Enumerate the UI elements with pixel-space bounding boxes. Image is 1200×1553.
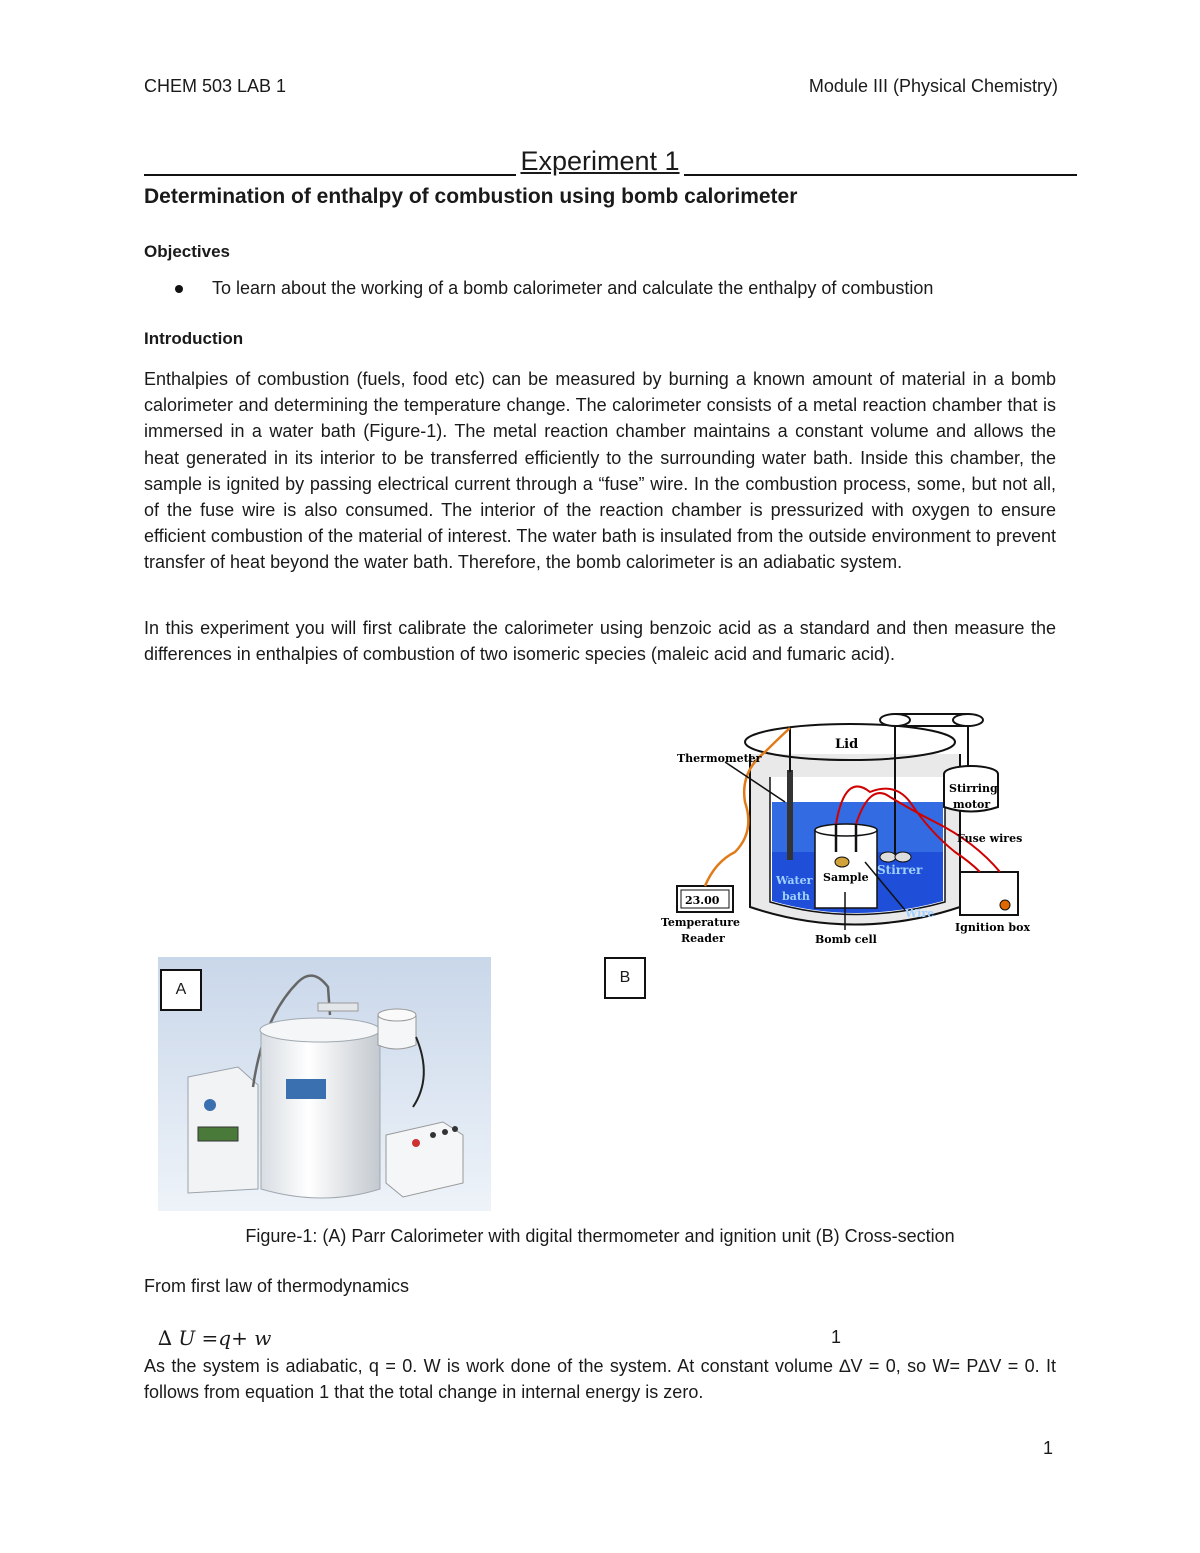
- terminal-3: [452, 1126, 458, 1132]
- pulley-left: [880, 714, 910, 726]
- unit-logo: [204, 1099, 216, 1111]
- header-course: CHEM 503 LAB 1: [144, 76, 287, 96]
- label-lid: Lid: [835, 737, 859, 752]
- stirrer-arm: [318, 1003, 358, 1011]
- page-title-text: Experiment 1: [516, 146, 683, 176]
- label-stirring: Stirring: [949, 782, 998, 795]
- label-temp-reading: 23.00: [685, 894, 720, 907]
- label-temperature: Temperature: [661, 916, 741, 929]
- bullet-icon: [175, 285, 183, 293]
- intro-paragraph-2: In this experiment you will first calibrate the calorimeter using benzoic acid as a standard and then measure the differences in enthalpies of combustion of two isomeric species (maleic acid and fumaric acid).: [144, 618, 1056, 665]
- thermometer-lcd: [198, 1127, 238, 1141]
- label-stirrer: Stirrer: [877, 863, 923, 877]
- stirrer-motor-top: [378, 1009, 416, 1021]
- page-title: [0, 146, 1200, 177]
- page-subtitle: Determination of enthalpy of combustion using bomb calorimeter: [144, 185, 798, 208]
- parr-calorimeter-photo: [158, 957, 491, 1211]
- label-bomb-cell: Bomb cell: [815, 933, 877, 946]
- drum-label: [286, 1079, 326, 1099]
- intro-paragraph-1: Enthalpies of combustion (fuels, food etc) can be measured by burning a known amount of material in a bomb calorimeter and determining the temperature change. The calorimeter consists of a metal reaction chamber that is immersed in a water bath (Figure-1). The metal reaction chamber maintains a constant volume and allows the heat generated in its interior to be transferred efficiently to the surrounding water bath. Inside this chamber, the sample is ignited by passing electrical current through a “fuse” wire. In the combustion process, some, but not all, of the fuse wire is also consumed. The interior of the reaction chamber is pressurized with oxygen to ensure efficient combustion of the material of interest. The water bath is insulated from the outside environment to prevent transfer of heat beyond the water bath. Therefore, the bomb calorimeter is an adiabatic system.: [144, 369, 1056, 573]
- ignition-box-shape: [960, 872, 1018, 915]
- equation-number: 1: [831, 1327, 842, 1347]
- label-reader: Reader: [681, 932, 725, 945]
- figure-caption: Figure-1: (A) Parr Calorimeter with digital thermometer and ignition unit (B) Cross-section: [245, 1226, 955, 1246]
- label-sample: Sample: [823, 871, 869, 884]
- objectives-heading: Objectives: [144, 242, 230, 261]
- bomb-cell-top: [815, 824, 877, 836]
- figure-label-b: B: [604, 957, 646, 999]
- drum-lid: [260, 1018, 380, 1042]
- label-wire: Wire: [905, 907, 935, 920]
- thermo-paragraph: As the system is adiabatic, q = 0. W is work done of the system. At constant volume ∆V = 0, so W= P∆V = 0. It follows from equation 1 that the total change in internal energy is zero.: [144, 1356, 1056, 1403]
- label-bath: bath: [782, 890, 810, 903]
- terminal-2: [442, 1129, 448, 1135]
- equation: ∆ U =q+ w: [158, 1326, 272, 1350]
- stirrer-blade-right: [895, 852, 911, 862]
- ignition-button: [1000, 900, 1010, 910]
- label-water: Water: [776, 874, 813, 887]
- calorimeter-drum: [261, 1030, 380, 1198]
- label-ignition-box: Ignition box: [955, 921, 1031, 934]
- sample-cup: [835, 857, 849, 867]
- terminal-1: [430, 1132, 436, 1138]
- page-number: 1: [1043, 1438, 1054, 1458]
- thermometer-probe: [787, 770, 793, 860]
- objective-item: To learn about the working of a bomb calorimeter and calculate the enthalpy of combustion: [212, 278, 934, 298]
- bomb-cell-shape: [815, 830, 877, 908]
- stirrer-blade-left: [880, 852, 896, 862]
- introduction-heading: Introduction: [144, 329, 244, 348]
- figure-label-a: A: [160, 969, 202, 1011]
- pulley-right: [953, 714, 983, 726]
- calorimeter-cross-section-diagram: [655, 712, 1055, 952]
- label-thermometer: Thermometer: [677, 752, 762, 765]
- label-motor: motor: [953, 798, 991, 811]
- label-fuse-wires: Fuse wires: [957, 832, 1023, 845]
- ignition-red-knob: [412, 1139, 420, 1147]
- ignition-unit-photo: [386, 1122, 463, 1197]
- header-module: Module III (Physical Chemistry): [808, 76, 1058, 96]
- thermo-intro: From first law of thermodynamics: [144, 1276, 410, 1296]
